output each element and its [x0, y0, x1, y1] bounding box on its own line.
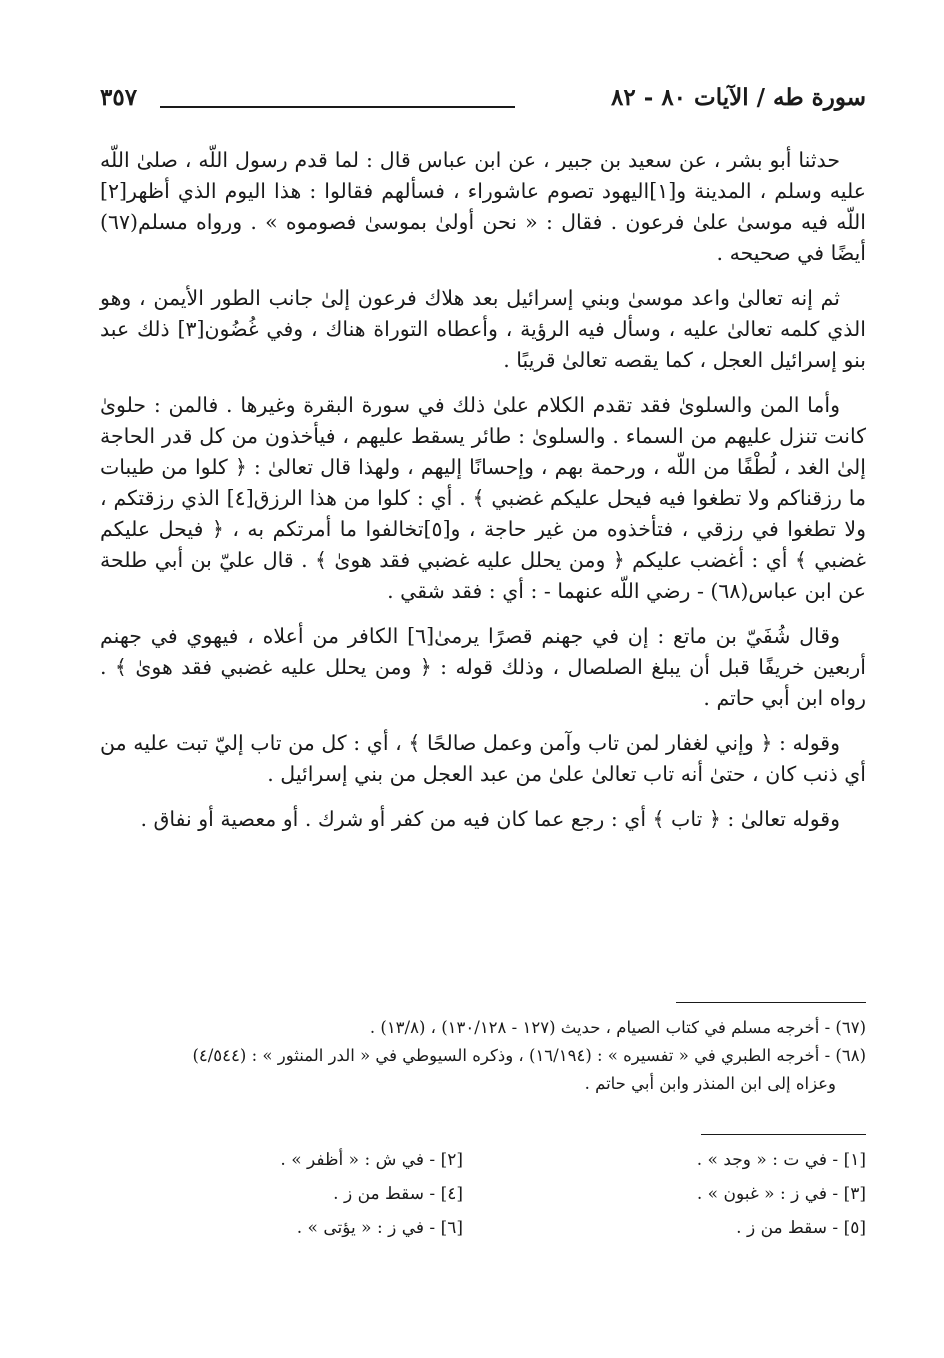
- variant-notes: [100, 1147, 866, 1241]
- page-header: [100, 84, 866, 124]
- text-line: وقال شُفَيّ بن ماتع : إن في جهنم قصرًا يرمىٰ[٦] الكافر من أعلاه ، فيهوي في جهنم: [100, 624, 840, 648]
- text-line: أمرتكم به ، ﴿ فيحل عليكم غضبي ﴾ أي : أغضب عليكم ﴿ ومن يحلل عليه غضبي فقد: [100, 517, 866, 572]
- header-rule: [160, 106, 515, 108]
- text-line: عليه وسلم ، المدينة و[١]اليهود تصوم عاشوراء ، فسألهم فقالوا : هذا اليوم الذي أظهر[٢] اللّه: [100, 179, 866, 234]
- variant-note: [٥] - سقط من ز .: [736, 1218, 866, 1238]
- text-line: نفاق .: [140, 807, 192, 831]
- text-line: ثم إنه تعالىٰ واعد موسىٰ وبني إسرائيل بعد هلاك فرعون إلىٰ جانب الطور الأيمن ، وهو: [100, 286, 840, 310]
- paragraph: [100, 145, 866, 269]
- text-line: أربعين خريفًا قبل أن يبلغ الصلصال ، وذلك قوله : ﴿ ومن يحلل عليه غضبي فقد: [181, 655, 866, 679]
- text-line: كانت تنزل عليهم من السماء . والسلوىٰ : طائر يسقط عليهم ، فيأخذون من كل قدر: [161, 424, 866, 448]
- variant-note: [٢] - في ش : « أظفر » .: [280, 1150, 463, 1170]
- text-line: وقوله تعالىٰ : ﴿ تاب ﴾ أي : رجع عما كان فيه من كفر أو شرك . أو معصية أو: [198, 807, 840, 831]
- running-title: سورة طه / الآيات ٨٠ - ٨٢: [611, 84, 866, 111]
- text-line: شقي .: [387, 579, 445, 603]
- footnote-67: (٦٧) - أخرجه مسلم في كتاب الصيام ، حديث (١٢٧ - ١٣٠/١٢٨) ، (١٣/٨) .: [369, 1018, 866, 1037]
- footnotes: [100, 1014, 866, 1098]
- text-line: صحيحه .: [716, 241, 791, 265]
- variant-note: [٣] - في ز : « غبون » .: [696, 1184, 866, 1204]
- text-line: الحاجة إلىٰ الغد ، لُطْفًا من اللّه ، ورحمة بهم ، وإحسانًا إليهم ، ولهذا قال تعالىٰ : ﴿ كلوا: [100, 424, 866, 479]
- variant-note: [١] - في ت : « وجد » .: [696, 1150, 866, 1170]
- footnote-68: (٦٨) - أخرجه الطبري في « تفسيره » : (١٦/١٩٤) ، وذكره السيوطي في « الدر المنثور » : (٤/٥٤٤): [192, 1046, 866, 1065]
- text-line: وقوله : ﴿ وإني لغفار لمن تاب وآمن وعمل صالحًا ﴾ ، أي : كل من تاب إليّ تبت: [176, 731, 840, 755]
- text-line: الذي كلمه تعالىٰ عليه ، وسأل فيه الرؤية ، وأعطاه التوراة هناك ، وفي غُضُون[٣] ذلك عبد: [100, 317, 866, 341]
- text-line: وأما المن والسلوىٰ فقد تقدم الكلام علىٰ ذلك في سورة البقرة وغيرها . فالمن : حلوىٰ: [100, 393, 840, 417]
- paragraph: [100, 728, 866, 790]
- variant-note: [٦] - في ز : « يؤتى » .: [296, 1218, 463, 1238]
- paragraph: [100, 804, 866, 835]
- variant-note: [٤] - سقط من ز .: [333, 1184, 463, 1204]
- paragraph: [100, 390, 866, 607]
- text-line: فيه موسىٰ علىٰ فرعون . فقال : « نحن أولىٰ بموسىٰ فصوموه » . ورواه مسلم(٦٧) أيضًا في: [100, 210, 866, 265]
- footnote-rule: [676, 1002, 866, 1003]
- text-line: من طيبات ما رزقناكم ولا تطغوا فيه فيحل عليكم غضبي ﴾ . أي : كلوا من هذا: [100, 455, 866, 510]
- variant-notes-rule: [701, 1134, 866, 1135]
- page-number: ٣٥٧: [100, 84, 138, 111]
- paragraph: [100, 621, 866, 714]
- text-line: هوىٰ ﴾ . قال عليّ بن أبي طلحة عن ابن عباس(٦٨) - رضي اللّه عنهما - : أي : فقد: [100, 548, 866, 603]
- footnote-68-continuation: وعزاه إلى ابن المنذر وابن أبي حاتم .: [584, 1074, 836, 1093]
- text-line: عليه من أي ذنب كان ، حتىٰ أنه تاب تعالىٰ علىٰ من عبد العجل من بني إسرائيل .: [100, 731, 866, 786]
- text-line: بنو إسرائيل العجل ، كما يقصه تعالىٰ قريبًا .: [503, 348, 866, 372]
- text-line: حدثنا أبو بشر ، عن سعيد بن جبير ، عن ابن عباس قال : لما قدم رسول اللّه ، صلىٰ اللّه: [100, 148, 840, 172]
- paragraph: [100, 283, 866, 376]
- text-line: الرزق[٤] الذي رزقتكم ، ولا تطغوا في رزقي ، فتأخذوه من غير حاجة ، و[٥]تخالفوا ما: [100, 486, 866, 541]
- main-text: [100, 145, 866, 849]
- text-line: هوىٰ ﴾ . رواه ابن أبي حاتم .: [100, 655, 866, 710]
